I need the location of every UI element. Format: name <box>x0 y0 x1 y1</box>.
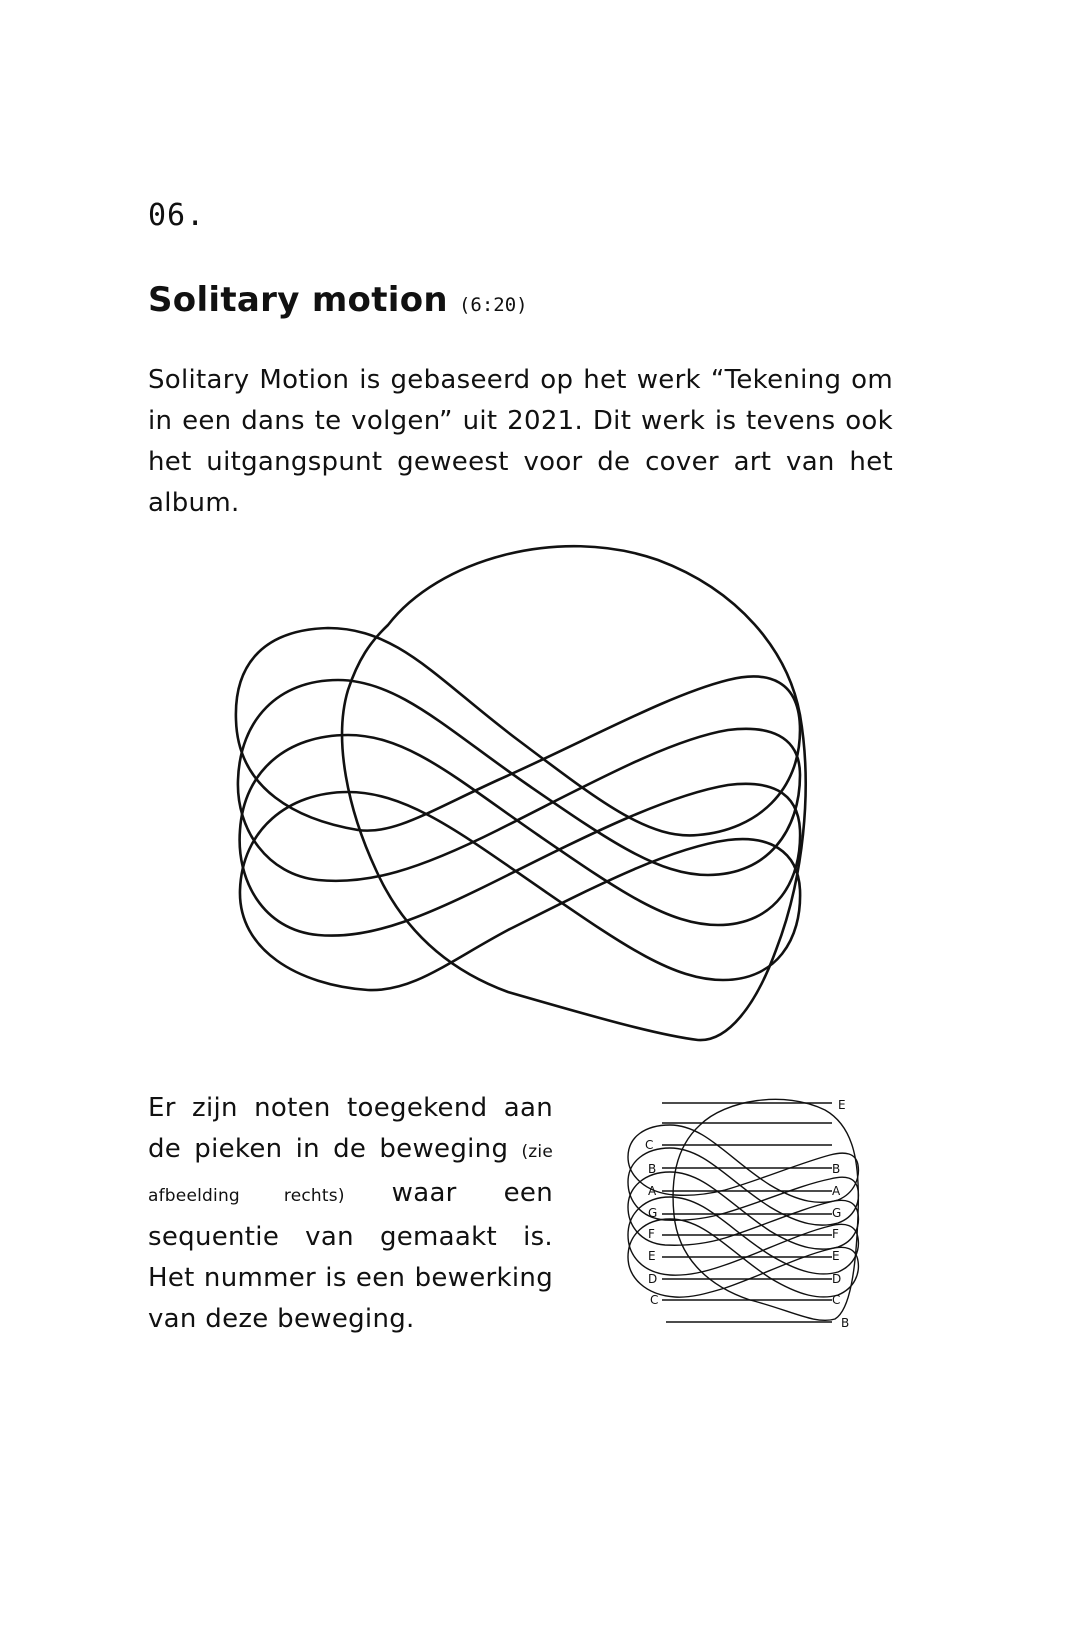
track-duration: (6:20) <box>458 294 528 316</box>
track-number: 06. <box>148 198 206 233</box>
note-label-left: C <box>645 1138 654 1152</box>
notes-text-part1: Er zijn noten toegekend aan de pieken in de beweging <box>148 1093 553 1164</box>
track-title: Solitary motion <box>148 280 448 320</box>
note-label-right: E <box>832 1249 840 1263</box>
note-label-right: D <box>832 1272 842 1286</box>
figure-eight-band-3 <box>240 735 800 936</box>
small-band-4 <box>628 1197 858 1275</box>
note-label-right: C <box>832 1293 841 1307</box>
note-label-left: F <box>648 1227 655 1241</box>
note-label-top: E <box>838 1098 846 1112</box>
small-band-3 <box>628 1172 858 1249</box>
notes-text-aside: (zie afbeelding rechts) <box>148 1142 553 1206</box>
note-label-left: G <box>648 1206 658 1220</box>
note-label-left: B <box>648 1162 657 1176</box>
small-band-5 <box>628 1219 858 1297</box>
small-large-loop <box>673 1099 858 1320</box>
note-label-right: B <box>832 1162 841 1176</box>
note-label-left: A <box>648 1184 657 1198</box>
figure-eight-band-2 <box>238 680 800 881</box>
large-loop <box>342 546 806 1040</box>
track-title-row <box>148 280 528 320</box>
note-sequence-diagram <box>610 1085 880 1335</box>
note-label-right: F <box>832 1227 839 1241</box>
note-label-right: A <box>832 1184 841 1198</box>
notes-paragraph <box>148 1088 553 1340</box>
note-label-left: D <box>648 1272 658 1286</box>
note-label-left: C <box>650 1293 659 1307</box>
note-label-bottom: B <box>841 1316 850 1330</box>
note-label-right: G <box>832 1206 842 1220</box>
figure-eight-drawing <box>228 530 818 1055</box>
intro-paragraph: Solitary Motion is gebaseerd op het werk “Tekening om in een dans te volgen” uit 2021. Dit werk is tevens ook het uitgangspunt geweest voor de cover art van het album. <box>148 365 893 518</box>
notes-text-part2: waar een sequentie van gemaakt is. Het nummer is een bewerking van deze beweging. <box>148 1178 553 1334</box>
note-label-left: E <box>648 1249 656 1263</box>
